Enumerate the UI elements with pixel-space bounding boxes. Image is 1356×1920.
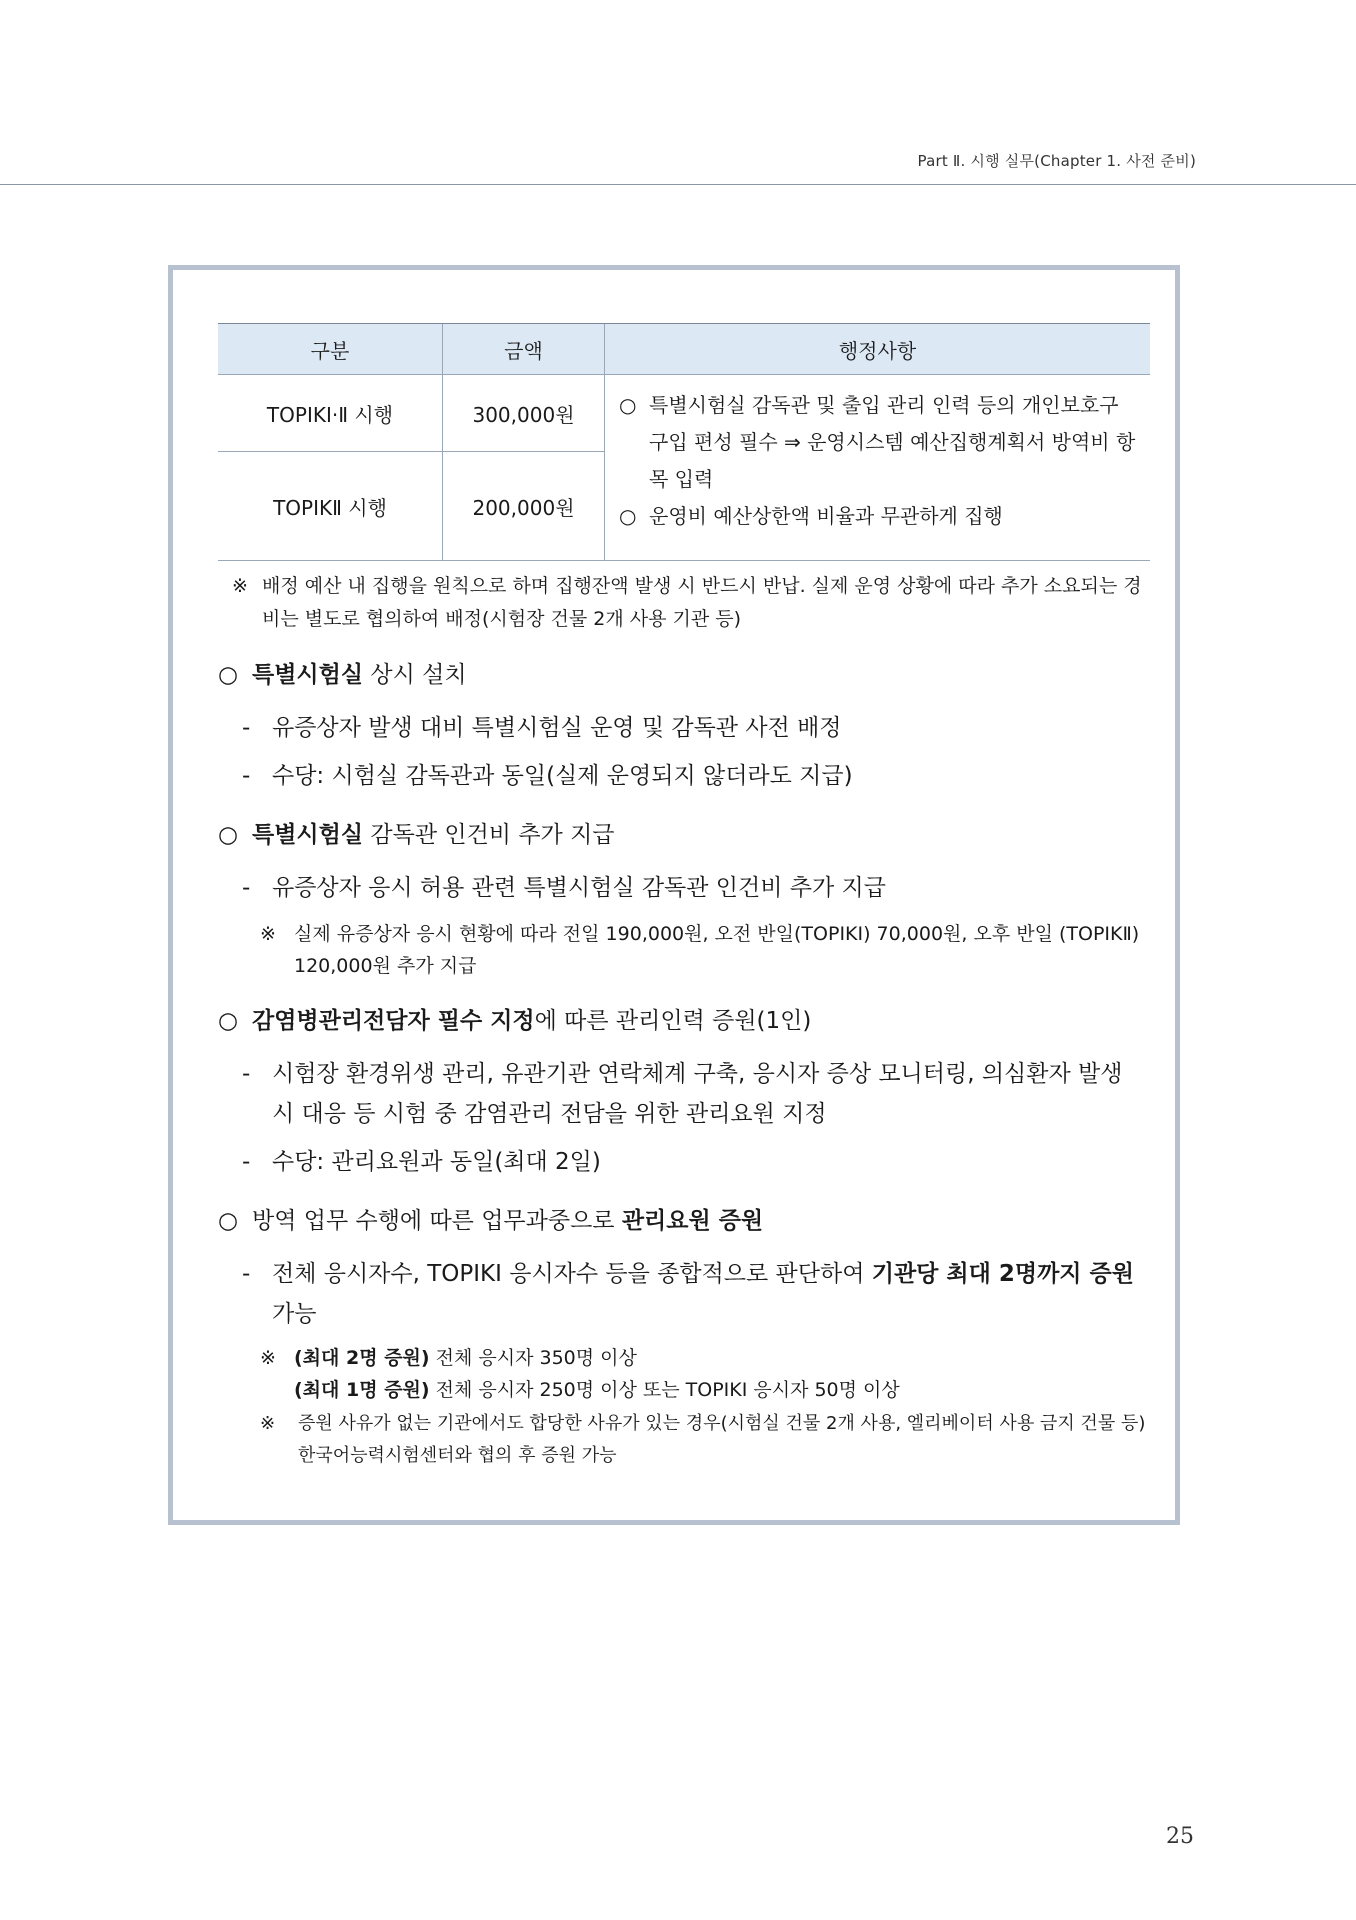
heading-text: 에 따른 관리인력 증원(1인)	[534, 1008, 812, 1034]
note	[218, 570, 1150, 636]
heading-text: 상시 설치	[363, 662, 467, 688]
note-mark: ※	[260, 1413, 276, 1434]
dash-text: 수당: 시험실 감독관과 동일(실제 운영되지 않더라도 지급)	[272, 763, 853, 789]
bullet-marker: ○	[218, 1208, 239, 1234]
bullet-marker: ○	[218, 822, 239, 848]
section-heading	[218, 1204, 1150, 1238]
table-row	[218, 375, 1150, 452]
column-header: 행정사항	[605, 324, 1151, 375]
bullet-marker: ○	[619, 393, 637, 417]
heading-bold: 관리요원 증원	[621, 1208, 764, 1234]
admin-item-text: 운영비 예산상한액 비율과 무관하게 집행	[649, 504, 1003, 528]
section-heading	[218, 818, 1150, 852]
note-mark: ※	[232, 575, 248, 597]
dash-bold: 기관당 최대 2명까지 증원	[871, 1261, 1134, 1287]
running-header: Part Ⅱ. 시행 실무(Chapter 1. 사전 준비)	[917, 152, 1196, 170]
dash-item	[218, 708, 1150, 748]
section-heading	[218, 1004, 1150, 1038]
dash-marker: -	[242, 715, 251, 741]
dash-text: 전체 응시자수, TOPIKⅠ 응시자수 등을 종합적으로 판단하여	[272, 1261, 872, 1287]
admin-item	[619, 498, 1140, 535]
category-cell: TOPIKⅠ·Ⅱ 시행	[218, 375, 443, 452]
dash-item	[218, 1142, 1150, 1182]
dash-item	[218, 868, 1150, 908]
note-mark: ※	[260, 923, 276, 945]
dash-marker: -	[242, 1149, 251, 1175]
note-bold: (최대 2명 증원)	[294, 1347, 430, 1369]
note-mark: ※	[260, 1347, 276, 1369]
column-header: 구분	[218, 324, 443, 375]
dash-text: 수당: 관리요원과 동일(최대 2일)	[272, 1149, 601, 1175]
page-number: 25	[1166, 1824, 1194, 1849]
note-text: 배정 예산 내 집행을 원칙으로 하며 집행잔액 발생 시 반드시 반납. 실제 운영 상황에 따라 추가 소요되는 경비는 별도로 협의하여 배정(시험장 건물 2개 사용 기관 등)	[262, 575, 1142, 630]
admin-item-text: 특별시험실 감독관 및 출입 관리 인력 등의 개인보호구 구입 편성 필수 ⇒ 운영시스템 예산집행계획서 방역비 항목 입력	[649, 393, 1136, 491]
dash-text: 유증상자 발생 대비 특별시험실 운영 및 감독관 사전 배정	[272, 715, 842, 741]
heading-bold: 감염병관리전담자 필수 지정	[252, 1008, 535, 1034]
bullet-marker: ○	[218, 662, 239, 688]
dash-item	[218, 1254, 1150, 1334]
amount-cell: 300,000원	[443, 375, 605, 452]
table-header-row	[218, 324, 1150, 375]
dash-text: 시험장 환경위생 관리, 유관기관 연락체계 구축, 응시자 증상 모니터링, 의심환자 발생 시 대응 등 시험 중 감염관리 전담을 위한 관리요원 지정	[272, 1061, 1123, 1127]
content-box	[168, 265, 1180, 1525]
section-heading	[218, 658, 1150, 692]
dash-marker: -	[242, 1261, 251, 1287]
amount-cell: 200,000원	[443, 452, 605, 561]
note-text: 증원 사유가 없는 기관에서도 합당한 사유가 있는 경우(시험실 건물 2개 사용, 엘리베이터 사용 금지 건물 등) 한국어능력시험센터와 협의 후 증원 가능	[298, 1413, 1146, 1466]
dash-text: 유증상자 응시 허용 관련 특별시험실 감독관 인건비 추가 지급	[272, 875, 886, 901]
heading-text: 방역 업무 수행에 따른 업무과중으로	[252, 1208, 622, 1234]
category-cell: TOPIKⅡ 시행	[218, 452, 443, 561]
header-divider	[0, 184, 1356, 185]
admin-item	[619, 387, 1140, 498]
dash-marker: -	[242, 763, 251, 789]
dash-marker: -	[242, 875, 251, 901]
bullet-marker: ○	[218, 1008, 239, 1034]
heading-bold: 특별시험실	[252, 822, 364, 848]
sub-note	[218, 918, 1150, 982]
sub-note	[218, 1342, 1150, 1374]
bullet-marker: ○	[619, 504, 637, 528]
dash-marker: -	[242, 1061, 251, 1087]
heading-text: 감독관 인건비 추가 지급	[363, 822, 615, 848]
note-text: 전체 응시자 350명 이상	[429, 1347, 637, 1369]
dash-item	[218, 1054, 1150, 1134]
heading-bold: 특별시험실	[252, 662, 364, 688]
body-content	[218, 570, 1150, 1472]
admin-cell	[605, 375, 1151, 561]
note-text: 전체 응시자 250명 이상 또는 TOPIKⅠ 응시자 50명 이상	[429, 1379, 900, 1401]
sub-note	[218, 1374, 1150, 1406]
column-header: 금액	[443, 324, 605, 375]
note-bold: (최대 1명 증원)	[294, 1379, 430, 1401]
dash-item	[218, 756, 1150, 796]
sub-note	[218, 1408, 1150, 1472]
note-text: 실제 유증상자 응시 현황에 따라 전일 190,000원, 오전 반일(TOPIKⅠ) 70,000원, 오후 반일 (TOPIKⅡ) 120,000원 추가 지급	[294, 923, 1140, 977]
budget-table	[218, 323, 1150, 561]
dash-text: 가능	[272, 1301, 317, 1327]
